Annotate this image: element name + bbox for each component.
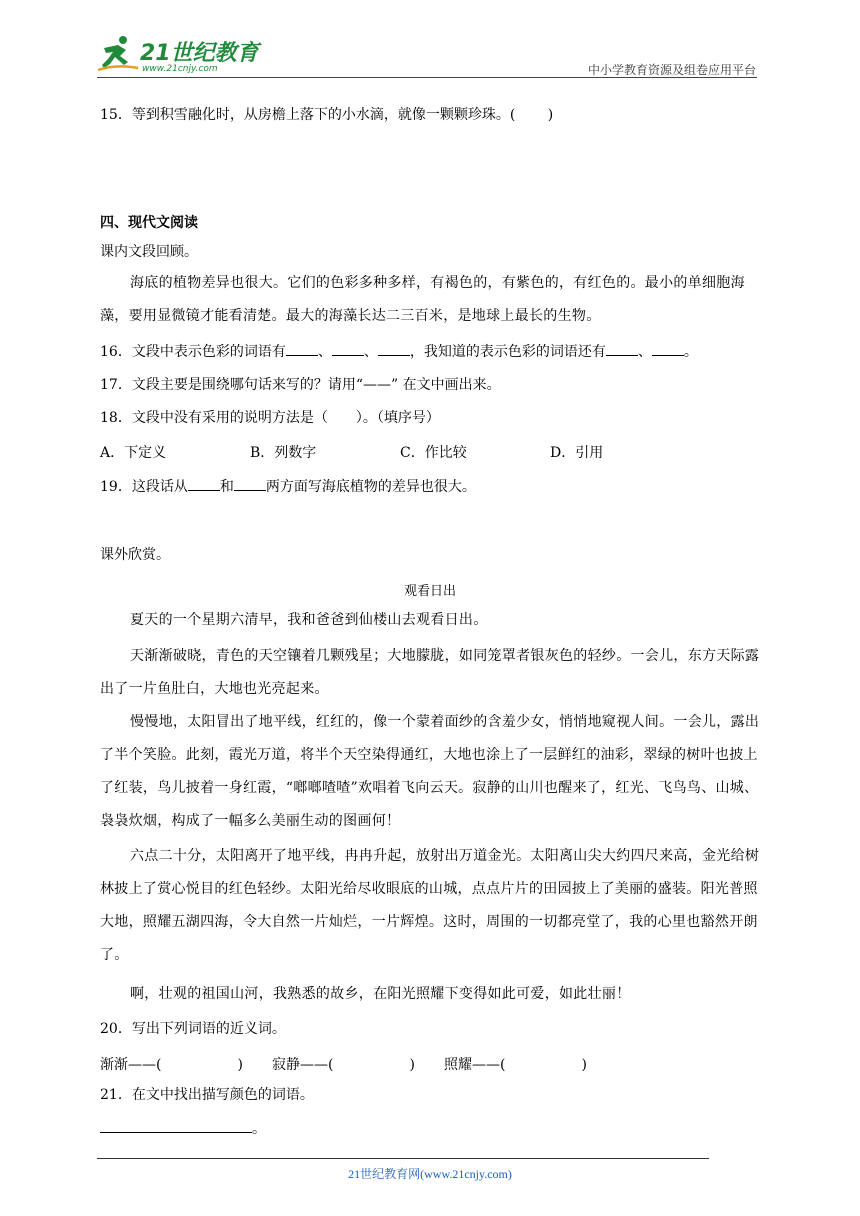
footer-link[interactable]: 21世纪教育网(www.21cnjy.com) [348, 1167, 512, 1181]
logo-text: 21世纪教育 [140, 41, 259, 66]
answer-blank[interactable] [652, 343, 684, 356]
question-17: 17．文段主要是围绕哪句话来写的？请用“——” 在文中画出来。 [100, 377, 501, 393]
close-paren: ) [581, 1057, 587, 1073]
article-paragraph: 天渐渐破晓，青色的天空镶着几颗残星；大地朦胧，如同笼罩者银灰色的轻纱。一会儿，东方天际露出了一片鱼肚白，大地也光亮起来。 [100, 648, 760, 697]
answer-blank[interactable] [606, 343, 638, 356]
close-paren: ) [409, 1057, 415, 1073]
answer-blank[interactable] [188, 478, 220, 491]
section-title: 四、现代文阅读 [100, 215, 198, 231]
article-paragraph: 夏天的一个星期六清早，我和爸爸到仙楼山去观看日出。 [130, 612, 488, 628]
separator: 、 [317, 344, 332, 360]
synonym-item [100, 1054, 243, 1074]
separator: 、 [363, 344, 378, 360]
period: 。 [252, 1121, 266, 1137]
article-paragraph: 六点二十分，太阳离开了地平线，冉冉升起，放射出万道金光。太阳离山尖大约四尺来高，金光给树林披上了赏心悦目的红色轻纱。太阳光给尽收眼底的山城，点点片片的田园披上了美丽的盛装。阳光普照大地，照耀五湖四海，令大自然一片灿烂，一片辉煌。这时，周围的一切都亮堂了，我的心里也豁然开朗了。 [100, 848, 760, 963]
article-paragraph: 啊，壮观的祖国山河，我熟悉的故乡，在阳光照耀下变得如此可爱，如此壮丽！ [130, 986, 631, 1002]
period: 。 [683, 344, 698, 360]
section-intro: 课内文段回顾。 [100, 244, 198, 260]
q16-text-2: ，我知道的表示色彩的词语还有 [409, 344, 606, 360]
synonym-label: 寂静——( [272, 1057, 334, 1073]
q19-text: 19．这段话从 [100, 479, 188, 495]
footer-divider [97, 1158, 709, 1159]
question-16 [100, 343, 698, 361]
question-19 [100, 478, 476, 496]
passage-paragraph: 海底的植物差异也很大。它们的色彩多种多样，有褐色的，有紫色的，有红色的。最小的单细胞海藻，要用显微镜才能看清楚。最大的海藻长达二三百米，是地球上最长的生物。 [100, 275, 745, 324]
answer-blank[interactable] [286, 343, 318, 356]
answer-line-row [100, 1120, 266, 1138]
synonym-item [444, 1054, 587, 1074]
runner-logo-icon [96, 34, 140, 74]
option-c[interactable]: C．作比较 [400, 445, 467, 461]
separator: 、 [637, 344, 652, 360]
option-a[interactable]: A．下定义 [100, 445, 167, 461]
q19-text-end: 两方面写海底植物的差异也很大。 [265, 479, 476, 495]
q19-and: 和 [219, 479, 234, 495]
header-divider [97, 77, 757, 78]
site-logo [96, 34, 266, 78]
question-15: 15．等到积雪融化时，从房檐上落下的小水滴，就像一颗颗珍珠。( ) [100, 107, 554, 123]
q16-text: 16．文段中表示色彩的词语有 [100, 344, 286, 360]
answer-blank[interactable] [234, 478, 266, 491]
question-21: 21．在文中找出描写颜色的词语。 [100, 1087, 314, 1103]
synonym-label: 渐渐——( [100, 1057, 162, 1073]
article-paragraph: 慢慢地，太阳冒出了地平线，红红的，像一个蒙着面纱的含羞少女，悄悄地窥视人间。一会儿，露出了半个笑脸。此刻，霞光万道，将半个天空染得通红，大地也涂上了一层鲜红的油彩，翠绿的树叶也披上了红装，鸟儿披着一身红霞，“啷啷喳喳”欢唱着飞向云天。寂静的山川也醒来了，红光、飞鸟鸟、山城、袅袅炊烟，构成了一幅多么美丽生动的图画何！ [100, 714, 760, 829]
synonym-item [272, 1054, 415, 1074]
answer-blank[interactable] [332, 343, 364, 356]
article-title: 观看日出 [403, 584, 456, 599]
header-tagline: 中小学教育资源及组卷应用平台 [587, 63, 756, 77]
question-20: 20．写出下列词语的近义词。 [100, 1021, 286, 1037]
logo-url: www.21cnjy.com [142, 64, 218, 74]
answer-line[interactable] [100, 1120, 252, 1133]
extra-intro: 课外欣赏。 [100, 547, 170, 563]
question-18: 18．文段中没有采用的说明方法是（ ）。（填序号） [100, 410, 440, 426]
option-b[interactable]: B．列数字 [250, 445, 317, 461]
close-paren: ) [237, 1057, 243, 1073]
answer-blank[interactable] [378, 343, 410, 356]
page-header [0, 0, 860, 80]
synonym-label: 照耀——( [444, 1057, 506, 1073]
option-d[interactable]: D．引用 [550, 445, 604, 461]
